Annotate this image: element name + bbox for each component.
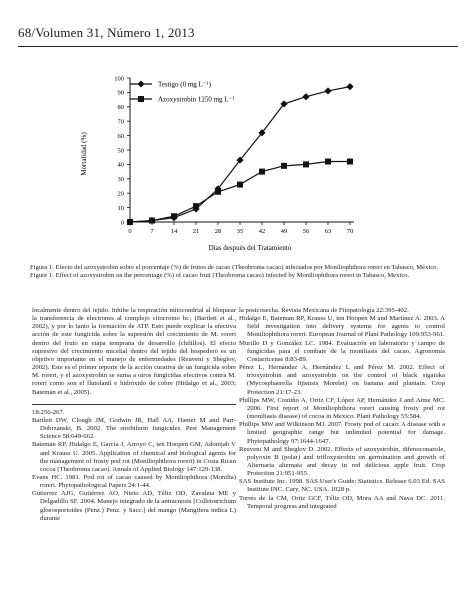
references-divider — [32, 404, 236, 405]
y-tick-label: 10 — [117, 204, 124, 212]
data-point-testigo — [302, 93, 309, 100]
x-tick-label: 35 — [236, 228, 244, 235]
x-tick-label: 14 — [170, 228, 178, 235]
data-point-azoxystrobin — [127, 219, 133, 225]
left-column — [32, 307, 236, 523]
y-tick-label: 60 — [117, 132, 124, 140]
data-point-azoxystrobin — [281, 163, 287, 169]
x-tick-label: 21 — [192, 228, 200, 235]
y-tick-label: 40 — [117, 161, 124, 169]
data-point-azoxystrobin — [149, 218, 155, 224]
data-point-azoxystrobin — [347, 159, 353, 165]
data-point-azoxystrobin — [237, 182, 243, 188]
y-axis-label: Mortalidad (%) — [80, 132, 88, 176]
data-point-azoxystrobin — [215, 189, 221, 195]
x-tick-label: 28 — [214, 228, 222, 235]
series-line-testigo — [130, 87, 350, 222]
reference-item: la postcosecha. Revista Mexicana de Fitopatología 22:395-402. — [239, 307, 409, 314]
reference-item: Bartlett DW, Clough JM, Godwin JR, Hall AA, Hamer M and Parr-Dobrzanski, B. 2002. The strobilurin fungicides. Pest Management Science 58:649-662. — [32, 416, 236, 441]
y-tick-label: 70 — [117, 118, 124, 126]
y-tick-label: 0 — [120, 219, 124, 227]
running-head-text: 68/Volumen 31, Número 1, 2013 — [18, 25, 195, 40]
x-tick-label: 56 — [302, 228, 310, 235]
x-tick-label: 0 — [128, 228, 132, 235]
y-tick-label: 100 — [114, 75, 124, 83]
x-tick-label: 63 — [324, 228, 332, 235]
reference-item: Bateman RP, Hidalgo E, García J, Arroyo C, ten Hoopen GM, Adonijah V and Krauss U. 2005. Application of chemical and biological agents for the management of frosty pod rot (Moniliophthora roreri) in Costa Rican cocoa (Theobroma cacao). Annals of Applied Biology 147:129-138. — [32, 441, 236, 473]
reference-item: Phillips MW and Wilkinson MJ. 2007. Frosty pod of cacao: A disease with a limited geographic range but unlimited potential for damage. Phytopathology 97:1644-1647. — [239, 421, 445, 445]
y-tick-label: 90 — [117, 89, 124, 97]
data-point-azoxystrobin — [193, 203, 199, 209]
legend — [130, 81, 234, 104]
data-point-testigo — [324, 87, 331, 94]
data-point-testigo — [346, 83, 353, 90]
references-list-left — [32, 409, 236, 523]
running-header — [18, 24, 458, 47]
reference-item: Murillo D y González LC. 1984. Evaluación en laboratorio y campo de fungicidas para el combate de la moniliasis del cacao. Agronomía Costarricense 8:83-89. — [239, 339, 445, 363]
data-point-azoxystrobin — [259, 169, 265, 175]
right-column — [239, 307, 445, 511]
series-line-azoxystrobin — [130, 162, 350, 222]
x-axis-label: Días después del Tratamiento — [208, 244, 292, 252]
reference-item: 18:256-267. — [32, 408, 65, 416]
reference-item: Gutierrez AJG, Gutiérrez AO, Nieto AD, Téliz OD, Zavaleta ME y Delgadillo SF. 2004. Manejo integrado de la antracnosis [Colletotrichum gloeosporioides (Penz.) Penz. y Sacc.] del mango (Mangifera indica L) durante — [32, 490, 236, 522]
reference-item: Reuveni M and Sheglov D. 2002. Effects of azoxystrobin, difenoconazole, polyoxin B (polar) and trifloxystrobin on germination and growth of Alternaria alternata and decay in red delicious apple fruit. Crop Protection 21:951-955. — [239, 445, 445, 478]
reference-item: Evans HC. 1981. Pod rot of cacao caused by Moniliophthora (Monilia) roreri. Phytopathological Papers 24:1-44. — [32, 473, 236, 490]
reference-item: Torres de la CM, Ortiz GCF, Téliz OD, Mora AA and Nava DC. 2011. Temporal progress and integrated — [239, 494, 445, 510]
x-tick-label: 70 — [346, 228, 354, 235]
caption-english: Figure 1. Effect of azoxystrobin on the percentage (%) of cacao fruit (Theobroma cacao) infected by Moniliophthora roreri in Tabasco, Mexico. — [30, 272, 410, 280]
y-tick-label: 30 — [117, 176, 124, 184]
legend-label-testigo: Testigo (0 mg L⁻¹) — [158, 80, 211, 89]
mortality-chart — [60, 62, 390, 262]
discussion-paragraph: localmente dentro del tejido. Inhibe la respiración mitocondrial al bloquear la transferencia de electrones al complejo citocromo bc₁ (Bartlett et al., 2002), y por lo tanto la formación de ATP. Esto puede explicar la efectiva acción de este fungicida sobre la supresión del crecimiento de M. roreri dentro del fruto en etapa temprana de desarrollo (chilillos). El efecto supresivo del crecimiento micelial dentro del tejido del hospedero es un objetivo importante en el manejo de enfermedades (Reuveni y Sheglov, 2002). Este es el primer reporte de la acción curativa de un fungicida sobre M. roreri, y el azoxystrobin se suma a otros fungicidas efectivos contra M. roreri como son el flutolanil e hidróxido de cobre (Hidalgo et al., 2003; Bateman et al., 2005). — [32, 307, 236, 396]
y-tick-label: 50 — [117, 147, 124, 155]
legend-diamond-marker — [138, 81, 145, 88]
reference-item: Pérez L, Hernández A, Hernández L and Pérez M. 2002. Effect of trioxystrobin and azoxystrobin on the control of black sigatoka (Mycosphaerella fijiensis Morelet) on banana and plantain. Crop Protection 21:17-23. — [239, 364, 445, 396]
legend-square-marker — [138, 96, 144, 102]
figure-caption — [30, 264, 450, 280]
x-tick-label: 49 — [280, 228, 288, 235]
y-tick-label: 80 — [117, 104, 124, 112]
caption-spanish: Figura 1. Efecto del azoxystrobin sobre el porcentaje (%) de frutos de cacao (Theobroma cacao) infectados por Moniliophthora roreri en Tabasco, México. — [30, 264, 439, 271]
x-tick-label: 7 — [150, 228, 154, 235]
data-point-azoxystrobin — [303, 161, 309, 167]
data-point-azoxystrobin — [171, 213, 177, 219]
reference-item: Hidalgo E, Bateman RP, Krauss U, ten Hoopen M and Martínez A. 2003. A field investigation into delivery systems for agents to control Moniliophthora roreri. European Journal of Plant Pathology 109:953-961. — [239, 315, 445, 339]
reference-item: Phillips MW, Coutiño A, Ortiz CF, López AP, Hernández J and Aime MC. 2006. First report of Moniliophthora roreri causing frosty pod rot (moniliasis disease) of cocoa in Mexico. Plant Pathology 55:584. — [239, 396, 445, 421]
mortality-line-chart — [60, 62, 390, 262]
x-tick-label: 42 — [258, 228, 266, 235]
legend-label-azoxystrobin: Azoxystrobin 1250 mg L⁻¹ — [158, 95, 235, 104]
y-tick-label: 20 — [117, 190, 124, 198]
data-point-azoxystrobin — [325, 159, 331, 165]
reference-item: SAS Institute Inc. 1998. SAS User's Guide: Statistics. Release 6.03 Ed. SAS Institute INC. Cary, NC. USA. 1028 p. — [239, 478, 445, 494]
